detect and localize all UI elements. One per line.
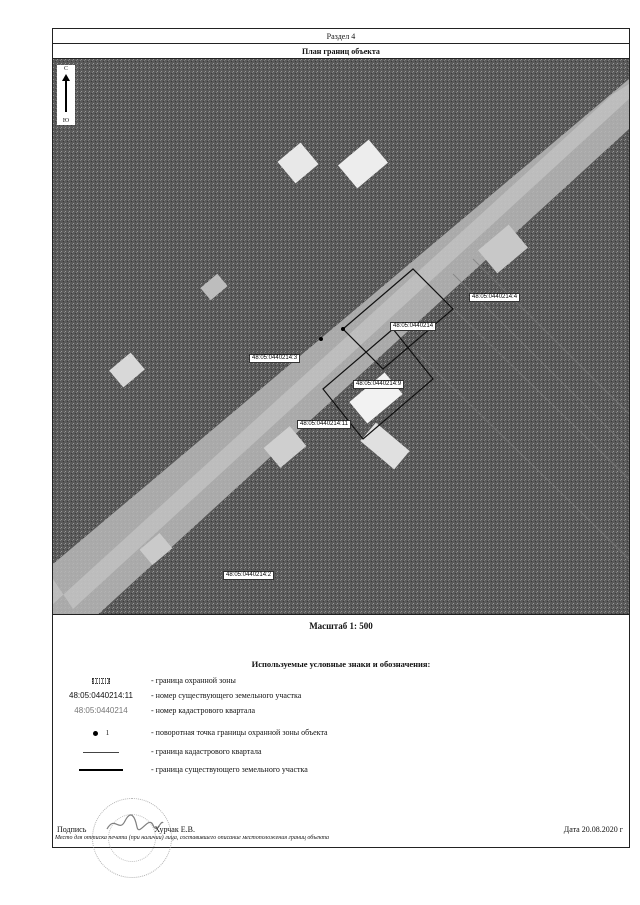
- legend-item: - граница охранной зоны: [53, 674, 631, 688]
- boundary-map: [53, 59, 629, 615]
- turning-point-icon: [93, 731, 98, 736]
- document-frame: [52, 28, 630, 848]
- parcel-label: 48:05:0440214:3: [249, 354, 300, 363]
- legend-item: 1 - поворотная точка границы охранной зоны объекта: [53, 726, 631, 740]
- quarter-label: 48:05:0440214: [390, 322, 436, 331]
- parcel-boundary-symbol: [79, 769, 123, 771]
- stamp-note: Место для оттиска печати (при наличии) лица, составившего описание местоположения границ объекта: [55, 835, 330, 841]
- parcel-label: 48:05:0440214:2: [223, 571, 274, 580]
- quarter-boundary-symbol: [83, 752, 119, 753]
- arrow-icon: [65, 76, 67, 112]
- parcel-number-symbol: 48:05:0440214:11: [69, 691, 133, 700]
- signature-icon: [105, 813, 165, 835]
- document-date: Дата 20.08.2020 г: [563, 825, 623, 834]
- legend-title: Используемые условные знаки и обозначения:: [251, 659, 431, 669]
- seal-stamp: [92, 798, 172, 878]
- legend-item: - граница существующего земельного участка: [53, 763, 631, 777]
- page-title: План границ объекта: [53, 44, 629, 59]
- map-scale: Масштаб 1: 500: [309, 621, 373, 631]
- parcel-label: 48:05:0440214:9: [353, 380, 404, 389]
- legend-item: 48:05:0440214 - номер кадастрового квартала: [53, 704, 631, 718]
- parcel-label: 48:05:0440214:11: [297, 420, 351, 429]
- quarter-number-symbol: 48:05:0440214: [74, 706, 128, 715]
- signature-label: Подпись: [57, 825, 87, 834]
- legend-item: - граница кадастрового квартала: [53, 745, 631, 759]
- zone-boundary-symbol: [92, 678, 110, 684]
- north-label: С: [63, 66, 68, 72]
- signer-name: Хурчак Е.В.: [154, 825, 195, 834]
- aerial-photo: [53, 59, 629, 614]
- south-label: Ю: [62, 118, 70, 124]
- parcel-label: 48:05:0440214:4: [469, 293, 520, 302]
- legend-item: 48:05:0440214:11 - номер существующего земельного участка: [53, 689, 631, 703]
- north-arrow: [57, 65, 75, 125]
- section-header: Раздел 4: [53, 29, 629, 44]
